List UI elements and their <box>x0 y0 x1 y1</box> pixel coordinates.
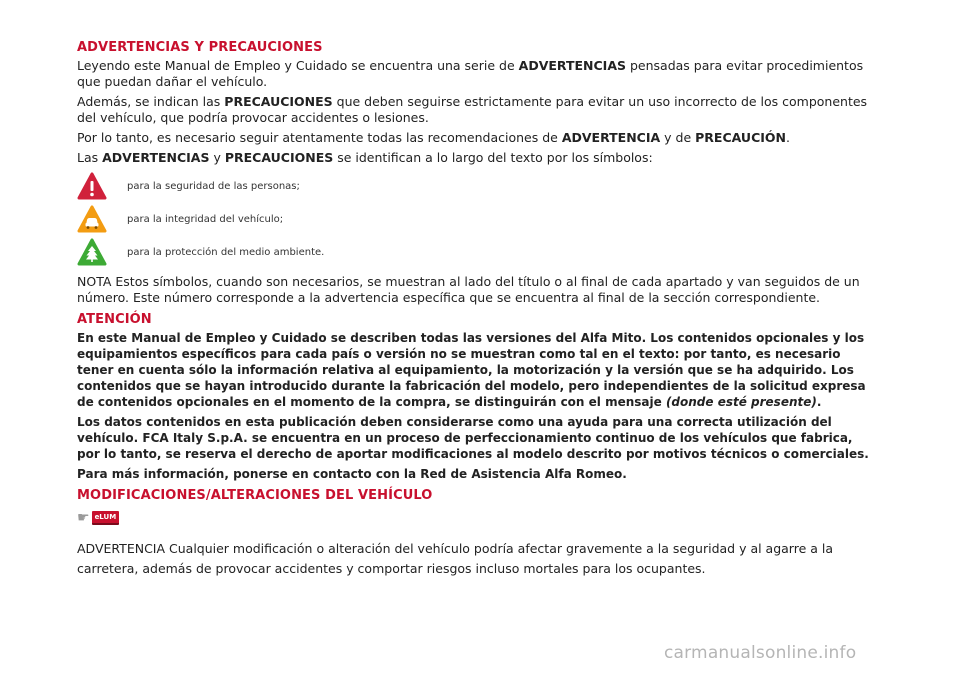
warning-vehicle-icon <box>77 205 107 235</box>
symbol-row-persons <box>77 170 877 203</box>
atencion-paragraph-3: Para más información, ponerse en contacto con la Red de Asistencia Alfa Romeo. <box>77 467 627 481</box>
nota-paragraph: NOTA Estos símbolos, cuando son necesarios, se muestran al lado del título o al final de cada apartado y van seguidos de un número. Este número corresponde a la advertencia específica que se encuentra al final de la sección correspondiente. <box>77 274 860 305</box>
watermark: carmanualsonline.info <box>664 643 857 663</box>
symbol-text-persons: para la seguridad de las personas; <box>127 181 300 192</box>
atencion-paragraph-2: Los datos contenidos en esta publicación deben considerarse como una ayuda para una correcta utilización del vehículo. FCA Italy S.p.A. se encuentra en un proceso de perfeccionamiento continuo de los vehículos que fabrica, por lo tanto, se reserva el derecho de aportar modificaciones al modelo descrito por motivos técnicos o comerciales. <box>77 415 869 461</box>
symbol-text-vehicle: para la integridad del vehículo; <box>127 214 284 225</box>
elum-reference[interactable] <box>77 507 877 529</box>
paragraph-precauciones: Además, se indican las PRECAUCIONES que deben seguirse estrictamente para evitar un uso incorrecto de los componentes del vehículo, que podría provocar accidentes o lesiones. <box>77 94 868 125</box>
section-heading-advertencias: ADVERTENCIAS Y PRECAUCIONES <box>77 40 323 55</box>
paragraph-advertencias: Leyendo este Manual de Empleo y Cuidado se encuentra una serie de ADVERTENCIAS pensadas para evitar procedimientos que puedan dañar el vehículo. <box>77 58 864 89</box>
symbol-list <box>77 170 877 269</box>
warning-person-icon <box>77 172 107 202</box>
section-heading-modificaciones: MODIFICACIONES/ALTERACIONES DEL VEHÍCULO <box>77 488 433 503</box>
symbol-text-environment: para la protección del medio ambiente. <box>127 247 325 258</box>
pointing-hand-icon: ☛ <box>77 510 90 526</box>
paragraph-simbolos: Las ADVERTENCIAS y PRECAUCIONES se identifican a lo largo del texto por los símbolos: <box>77 150 653 165</box>
symbol-row-environment <box>77 236 877 269</box>
section-heading-atencion: ATENCIÓN <box>77 312 152 327</box>
warning-environment-icon <box>77 238 107 268</box>
atencion-paragraph-1: En este Manual de Empleo y Cuidado se describen todas las versiones del Alfa Mito. Los contenidos opcionales y los equipamientos específicos para cada país o versión no se muestran como tal en el texto: por tanto, es necesario tener en cuenta sólo la información relativa al equipamiento, la motorización y la versión que se ha adquirido. Los contenidos que se hayan introducido durante la fabricación del modelo, pero independientes de la solicitud expresa de contenidos opcionales en el momento de la compra, se distinguirán con el mensaje (donde esté presente). <box>77 331 866 409</box>
elum-badge: eLUM <box>92 511 120 525</box>
paragraph-recomendaciones: Por lo tanto, es necesario seguir atentamente todas las recomendaciones de ADVERTENCIA y de PRECAUCIÓN. <box>77 130 790 145</box>
symbol-row-vehicle <box>77 203 877 236</box>
modificaciones-advertencia: ADVERTENCIA Cualquier modificación o alteración del vehículo podría afectar gravemente a la seguridad y al agarre a la carretera, además de provocar accidentes y comportar riesgos incluso mortales para los ocupantes. <box>77 541 834 576</box>
manual-page <box>77 40 877 583</box>
